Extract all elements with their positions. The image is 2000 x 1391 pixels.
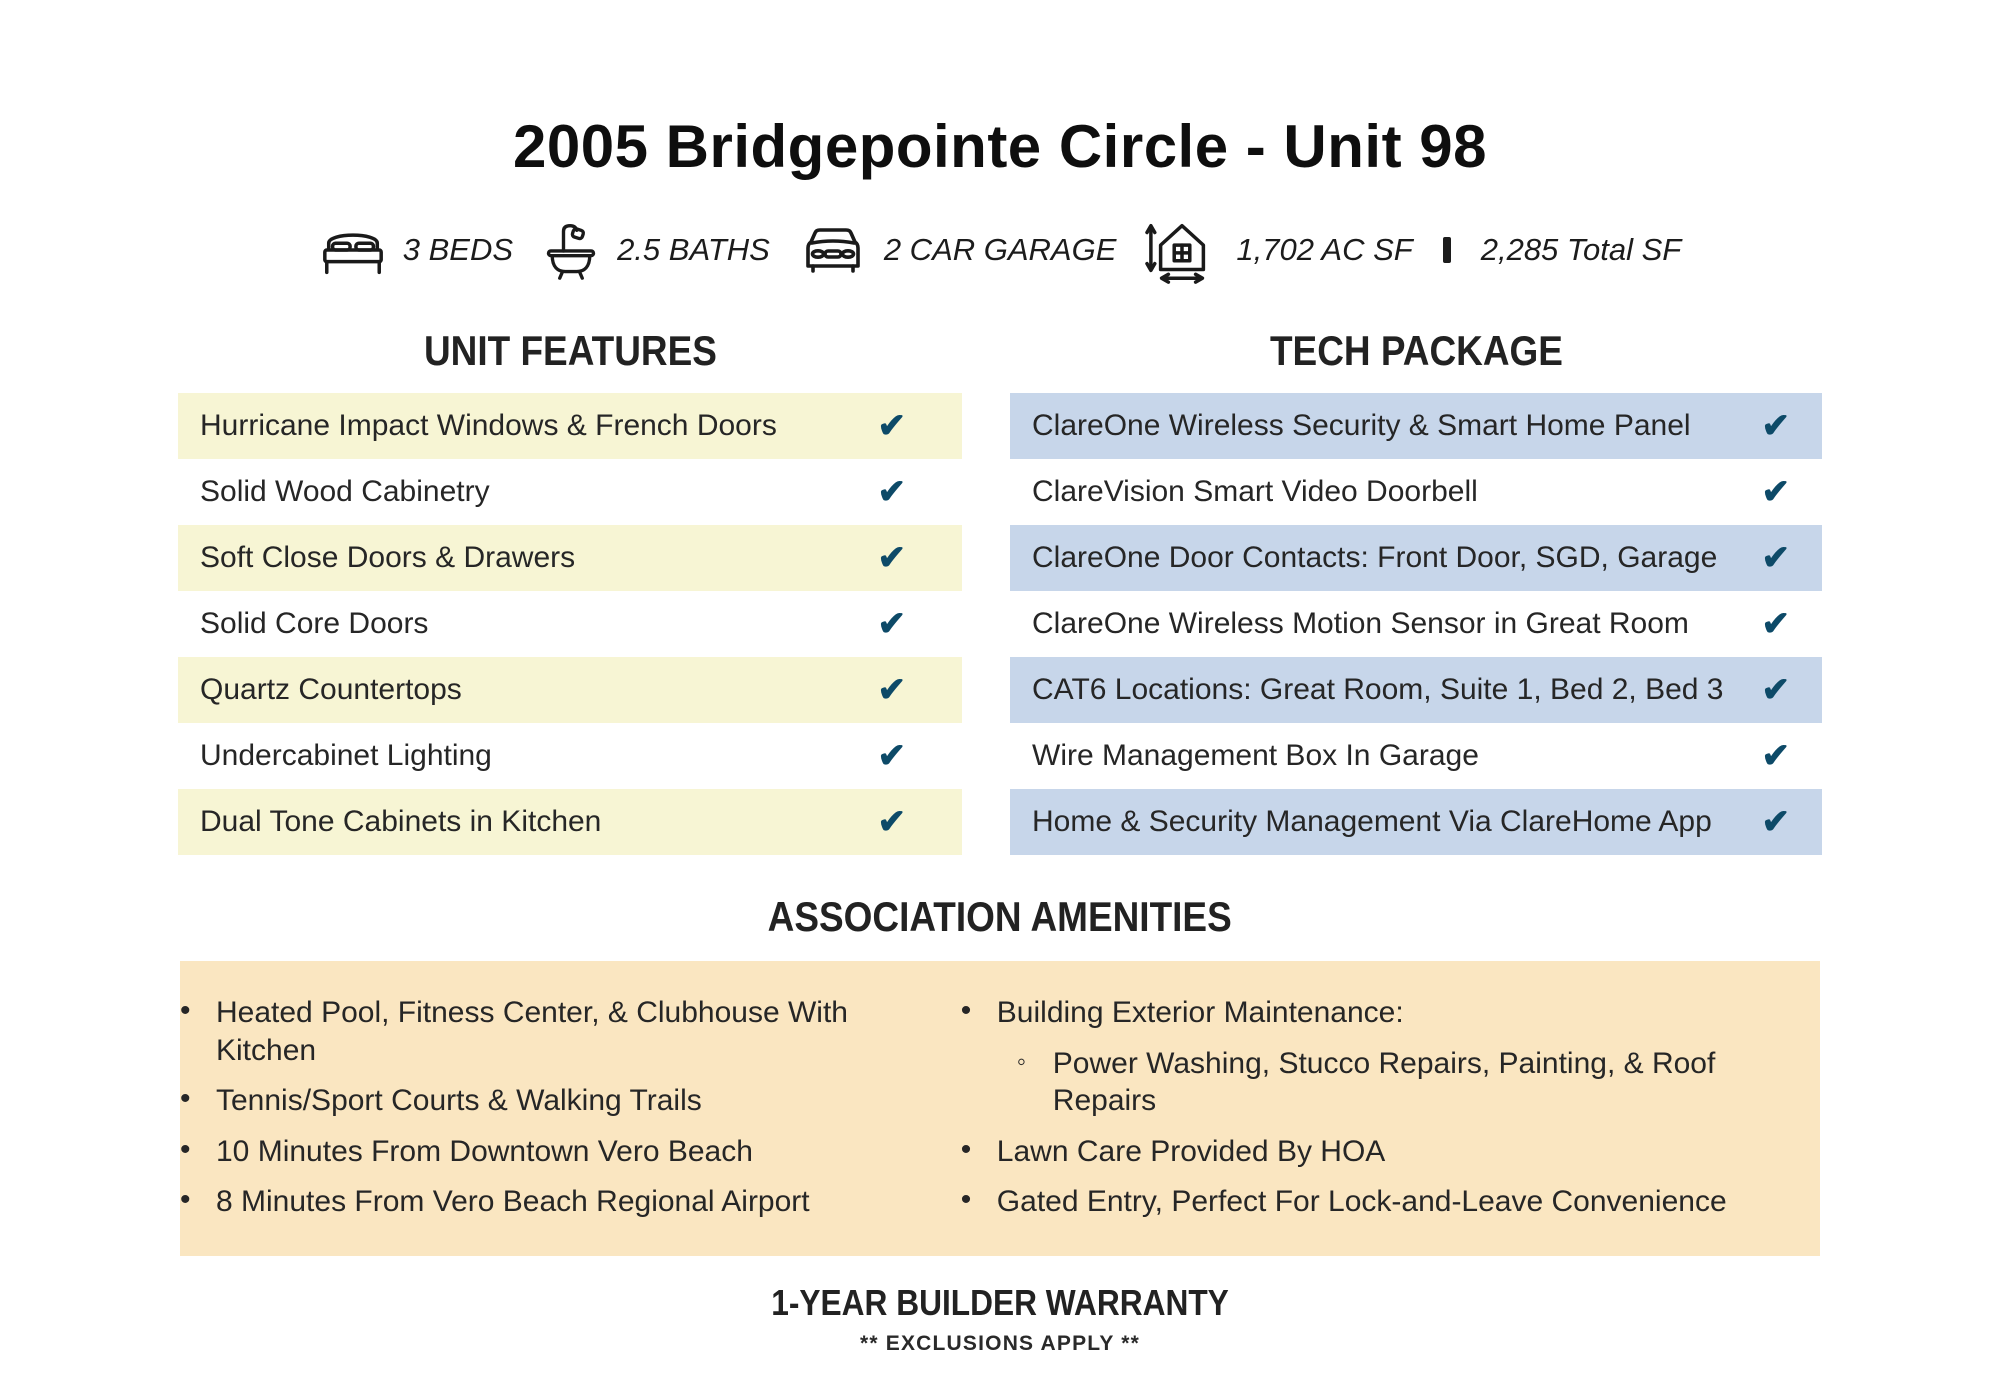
- stat-sqft-ac-label: 1,702 AC SF: [1236, 232, 1413, 267]
- feature-label: Undercabinet Lighting: [200, 739, 492, 772]
- sqft-divider: [1443, 237, 1451, 263]
- house-measure-icon: [1144, 215, 1220, 285]
- check-icon: ✔: [1761, 407, 1790, 445]
- feature-label: Solid Wood Cabinetry: [200, 475, 490, 508]
- tech-package-row: [1010, 393, 1822, 459]
- amenity-item: • Heated Pool, Fitness Center, & Clubhouse With Kitchen: [180, 994, 951, 1069]
- amenities-right-list: [951, 981, 1820, 1234]
- check-icon: ✔: [877, 737, 906, 775]
- check-icon: ✔: [877, 803, 906, 841]
- feature-label: CAT6 Locations: Great Room, Suite 1, Bed 2, Bed 3: [1032, 673, 1724, 706]
- unit-features-list: [178, 393, 962, 855]
- feature-label: ClareVision Smart Video Doorbell: [1032, 475, 1478, 508]
- check-icon: ✔: [877, 407, 906, 445]
- warranty-title: 1-YEAR BUILDER WARRANTY: [771, 1281, 1229, 1323]
- feature-label: Soft Close Doors & Drawers: [200, 541, 576, 574]
- amenity-item: • Gated Entry, Perfect For Lock-and-Leave Convenience: [961, 1183, 1820, 1221]
- check-icon: ✔: [1761, 539, 1790, 577]
- feature-label: ClareOne Door Contacts: Front Door, SGD, Garage: [1032, 541, 1718, 574]
- tech-package-row: [1010, 525, 1822, 591]
- feature-label: ClareOne Wireless Security & Smart Home Panel: [1032, 409, 1691, 442]
- unit-feature-row: [178, 723, 962, 789]
- tech-package-list: [1010, 393, 1822, 855]
- amenity-item: • 8 Minutes From Vero Beach Regional Airport: [180, 1183, 951, 1221]
- feature-label: Home & Security Management Via ClareHome App: [1032, 805, 1712, 838]
- check-icon: ✔: [877, 539, 906, 577]
- tech-package-row: [1010, 459, 1822, 525]
- unit-feature-row: [178, 393, 962, 459]
- check-icon: ✔: [1761, 737, 1790, 775]
- feature-columns: [0, 327, 2000, 855]
- unit-feature-row: [178, 789, 962, 855]
- stat-baths-label: 2.5 BATHS: [617, 232, 770, 267]
- warranty-subtitle: ** EXCLUSIONS APPLY **: [859, 1331, 1141, 1355]
- check-icon: ✔: [1761, 473, 1790, 511]
- bed-icon: [319, 221, 387, 279]
- amenities-left-list: [180, 981, 951, 1234]
- feature-label: Dual Tone Cabinets in Kitchen: [200, 805, 602, 838]
- tech-package-row: [1010, 591, 1822, 657]
- tech-package-row: [1010, 657, 1822, 723]
- amenity-item: • Tennis/Sport Courts & Walking Trails: [180, 1082, 951, 1120]
- check-icon: ✔: [877, 605, 906, 643]
- unit-feature-row: [178, 657, 962, 723]
- feature-label: Hurricane Impact Windows & French Doors: [200, 409, 777, 442]
- association-amenities-box: [180, 961, 1820, 1256]
- stat-beds-label: 3 BEDS: [402, 232, 514, 267]
- unit-features-heading: UNIT FEATURES: [423, 327, 717, 374]
- feature-label: Quartz Countertops: [200, 673, 462, 706]
- stat-baths: [541, 219, 770, 281]
- stat-garage: [798, 224, 1117, 276]
- car-icon: [798, 224, 868, 276]
- stat-garage-label: 2 CAR GARAGE: [883, 232, 1117, 267]
- unit-feature-row: [178, 591, 962, 657]
- check-icon: ✔: [1761, 671, 1790, 709]
- feature-label: Wire Management Box In Garage: [1032, 739, 1479, 772]
- amenity-item: • Building Exterior Maintenance:: [961, 994, 1820, 1032]
- tech-package-section: [1010, 327, 1822, 855]
- check-icon: ✔: [877, 671, 906, 709]
- stat-beds: [319, 221, 513, 279]
- tech-package-row: [1010, 723, 1822, 789]
- unit-features-section: [178, 327, 962, 855]
- association-amenities-heading: ASSOCIATION AMENITIES: [767, 893, 1233, 940]
- tech-package-heading: TECH PACKAGE: [1269, 327, 1563, 374]
- page-title: 2005 Bridgepointe Circle - Unit 98: [513, 113, 1487, 180]
- stat-sqft-total-label: 2,285 Total SF: [1480, 232, 1682, 267]
- tech-package-row: [1010, 789, 1822, 855]
- amenity-item: • 10 Minutes From Downtown Vero Beach: [180, 1133, 951, 1171]
- warranty-footer: [0, 1282, 2000, 1356]
- amenity-sub-item: ◦ Power Washing, Stucco Repairs, Painting, & Roof Repairs: [1017, 1045, 1820, 1120]
- unit-feature-row: [178, 459, 962, 525]
- feature-label: ClareOne Wireless Motion Sensor in Great Room: [1032, 607, 1689, 640]
- check-icon: ✔: [1761, 605, 1790, 643]
- stat-sqft: [1144, 215, 1681, 285]
- check-icon: ✔: [877, 473, 906, 511]
- unit-feature-row: [178, 525, 962, 591]
- property-stats-row: [0, 215, 2000, 285]
- amenity-item: • Lawn Care Provided By HOA: [961, 1133, 1820, 1171]
- check-icon: ✔: [1761, 803, 1790, 841]
- bath-icon: [541, 219, 601, 281]
- feature-label: Solid Core Doors: [200, 607, 429, 640]
